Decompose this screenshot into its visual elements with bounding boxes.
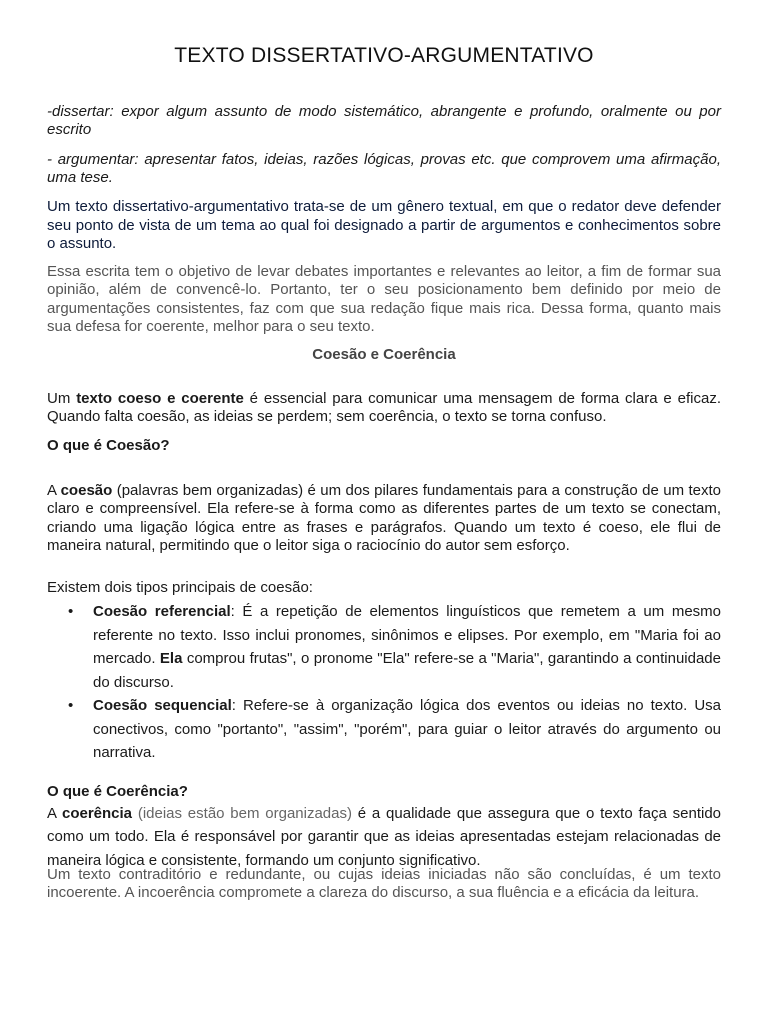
coesao-paragraph [47, 482, 721, 556]
list-item [68, 600, 721, 694]
coeso-pre: Um [47, 389, 77, 407]
intro-paragraph: Um texto dissertativo-argumentativo trata-se de um gênero textual, em que o redator deve defender seu ponto de vista de um tema ao qual foi designado a partir de argumentos e conhecimentos sobre o assunto. [47, 198, 721, 252]
bullet-icon: • [68, 697, 74, 714]
coerencia-pre: A [47, 804, 62, 822]
bullet-bold-inline: Ela [159, 650, 183, 667]
last-paragraph: Um texto contraditório e redundante, ou cujas ideias iniciadas não são concluídas, é um texto incoerente. A incoerência compromete a clareza do discurso, a sua fluência e a eficácia da leitura. [47, 866, 721, 901]
list-item [68, 694, 721, 765]
definition-argumentar: - argumentar: apresentar fatos, ideias, razões lógicas, provas etc. que comprovem uma afirmação, uma tese. [47, 151, 721, 186]
coesao-post: (palavras bem organizadas) é um dos pilares fundamentais para a construção de um texto claro e compreensível. Ela refere-se à forma como as diferentes partes de um texto se conectam, criando uma ligação lógica entre as frases e parágrafos. Quando um texto é coeso, ele flui de maneira natural, permitindo que o leitor siga o raciocínio do autor sem esforço. [47, 481, 721, 554]
tipos-intro: Existem dois tipos principais de coesão: [47, 578, 313, 596]
heading-coerencia: O que é Coerência? [47, 782, 188, 800]
coesao-types-list [47, 600, 721, 765]
coerencia-bold: coerência [61, 804, 133, 822]
bullet-icon: • [68, 603, 74, 620]
section-title: Coesão e Coerência [312, 345, 456, 363]
coerencia-muted: (ideias estão bem organizadas) [132, 804, 352, 822]
coerencia-paragraph [47, 802, 721, 873]
bullet-text-2: comprou frutas", o pronome "Ela" refere-se a "Maria", garantindo a continuidade do discurso. [93, 650, 721, 691]
coesao-pre: A [47, 481, 61, 499]
coeso-bold: texto coeso e coerente [76, 389, 244, 407]
coerencia-post: é a qualidade que assegura que o texto faça sentido como um todo. Ela é responsável por garantir que as ideias apresentadas estejam relacionadas de maneira lógica e consistente, formando um conjunto significativo. [47, 804, 721, 869]
definition-dissertar: -dissertar: expor algum assunto de modo sistemático, abrangente e profundo, oralmente ou por escrito [47, 103, 721, 138]
coeso-post: é essencial para comunicar uma mensagem de forma clara e eficaz. Quando falta coesão, as ideias se perdem; sem coerência, o texto se torna confuso. [47, 389, 721, 425]
objective-paragraph: Essa escrita tem o objetivo de levar debates importantes e relevantes ao leitor, a fim de formar sua opinião, além de convencê-lo. Portanto, ter o seu posicionamento bem definido por meio de argumentações consistentes, faz com que sua redação fique mais rica. Dessa forma, quanto mais sua defesa for coerente, melhor para o seu texto. [47, 262, 721, 335]
coesao-bold: coesão [60, 481, 113, 499]
coeso-paragraph [47, 390, 721, 427]
page-title: TEXTO DISSERTATIVO-ARGUMENTATIVO [174, 44, 594, 67]
bullet-text: : É a repetição de elementos linguísticos que remetem a um mesmo referente no texto. Isso inclui pronomes, sinônimos e elipses. Por exemplo, em "Maria foi ao mercado. [93, 603, 721, 667]
bullet-bold: Coesão sequencial [93, 697, 232, 714]
bullet-bold: Coesão referencial [93, 603, 231, 620]
bullet-text: : Refere-se à organização lógica dos eventos ou ideias no texto. Usa conectivos, como "portanto", "assim", "porém", para guiar o leitor através do argumento ou narrativa. [93, 697, 721, 761]
heading-coesao: O que é Coesão? [47, 436, 170, 454]
